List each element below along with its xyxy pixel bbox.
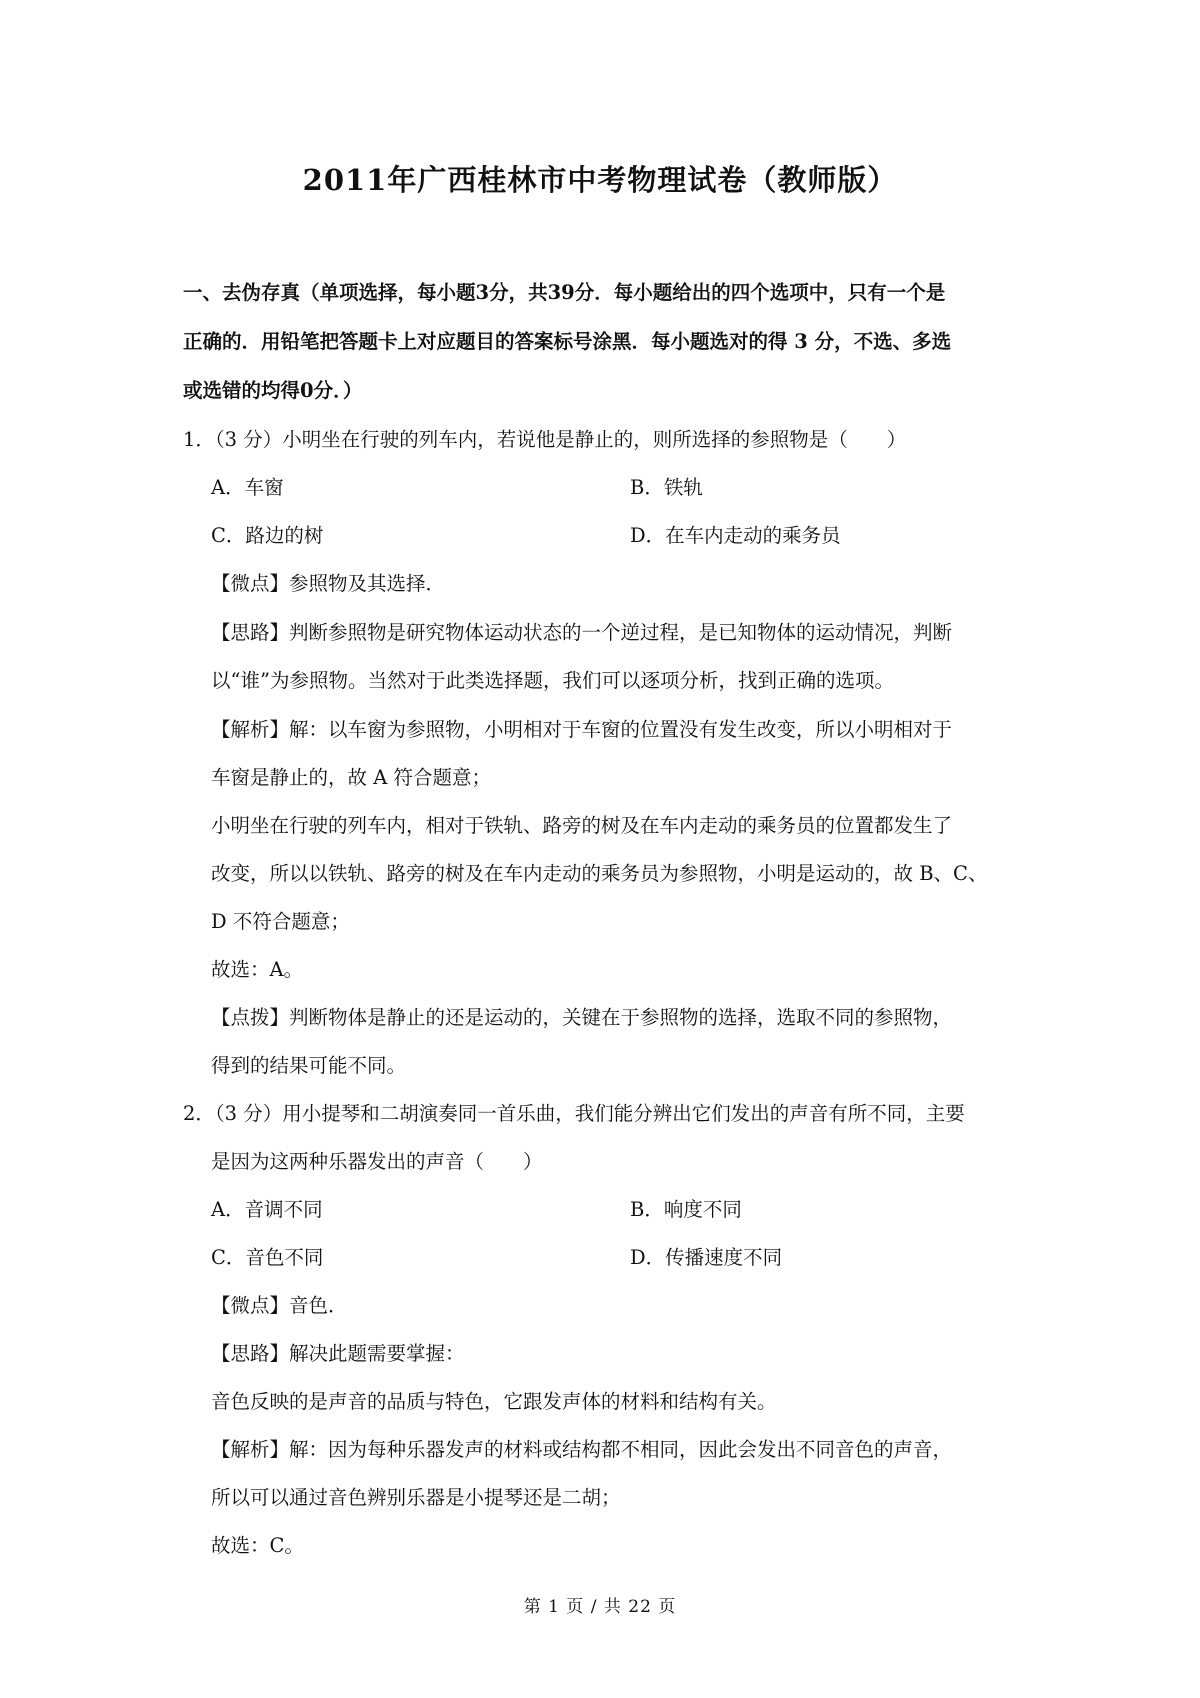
section-heading-line-3: 或选错的均得0分．） [183, 379, 363, 402]
q1-option-d: D．在车内走动的乘务员 [630, 524, 841, 547]
q1-analysis-line-2: 车窗是静止的，故 A 符合题意； [211, 766, 491, 789]
q2-option-c: C．音色不同 [211, 1246, 324, 1269]
q2-knowledge-point: 【微点】音色． [211, 1294, 348, 1317]
section-heading-line-1: 一、去伪存真（单项选择，每小题3分，共39分．每小题给出的四个选项中，只有一个是 [183, 281, 946, 304]
q2-analysis-line-2: 所以可以通过音色辨别乐器是小提琴还是二胡； [211, 1486, 621, 1509]
q2-answer: 故选：C。 [211, 1534, 304, 1557]
q1-answer: 故选：A。 [211, 958, 304, 981]
q1-analysis-line-5: D 不符合题意； [211, 910, 350, 933]
q2-approach-line-1: 【思路】解决此题需要掌握： [211, 1342, 465, 1365]
q2-approach-line-2: 音色反映的是声音的品质与特色，它跟发声体的材料和结构有关。 [211, 1390, 777, 1413]
q2-option-d: D．传播速度不同 [630, 1246, 783, 1269]
q1-option-c: C．路边的树 [211, 524, 324, 547]
q1-approach-line-2: 以“谁”为参照物。当然对于此类选择题，我们可以逐项分析，找到正确的选项。 [211, 669, 894, 692]
q1-stem: 1．（3 分）小明坐在行驶的列车内，若说他是静止的，则所选择的参照物是（ ） [183, 428, 907, 451]
q1-analysis-line-4: 改变，所以以铁轨、路旁的树及在车内走动的乘务员为参照物，小明是运动的，故 B、C、 [211, 862, 988, 885]
q1-tip-line-1: 【点拨】判断物体是静止的还是运动的，关键在于参照物的选择，选取不同的参照物， [211, 1006, 953, 1029]
q1-approach-line-1: 【思路】判断参照物是研究物体运动状态的一个逆过程，是已知物体的运动情况，判断 [211, 621, 953, 644]
q2-stem-line-1: 2．（3 分）用小提琴和二胡演奏同一首乐曲，我们能分辨出它们发出的声音有所不同，主要 [183, 1102, 965, 1125]
q1-analysis-line-3: 小明坐在行驶的列车内，相对于铁轨、路旁的树及在车内走动的乘务员的位置都发生了 [211, 814, 953, 837]
q2-stem-line-2: 是因为这两种乐器发出的声音（ ） [211, 1150, 543, 1173]
q1-analysis-line-1: 【解析】解：以车窗为参照物，小明相对于车窗的位置没有发生改变，所以小明相对于 [211, 718, 953, 741]
q1-tip-line-2: 得到的结果可能不同。 [211, 1054, 407, 1077]
q2-option-a: A．音调不同 [211, 1198, 323, 1221]
q1-option-b: B．铁轨 [630, 476, 703, 499]
page-footer: 第 1 页 / 共 22 页 [523, 1597, 677, 1617]
section-heading-line-2: 正确的．用铅笔把答题卡上对应题目的答案标号涂黑．每小题选对的得 3 分，不选、多选 [183, 330, 952, 353]
q1-option-a: A．车窗 [211, 476, 284, 499]
q2-analysis-line-1: 【解析】解：因为每种乐器发声的材料或结构都不相同，因此会发出不同音色的声音， [211, 1438, 953, 1461]
q1-knowledge-point: 【微点】参照物及其选择． [211, 572, 446, 595]
page-title: 2011年广西桂林市中考物理试卷（教师版） [302, 163, 898, 197]
q2-option-b: B．响度不同 [630, 1198, 742, 1221]
